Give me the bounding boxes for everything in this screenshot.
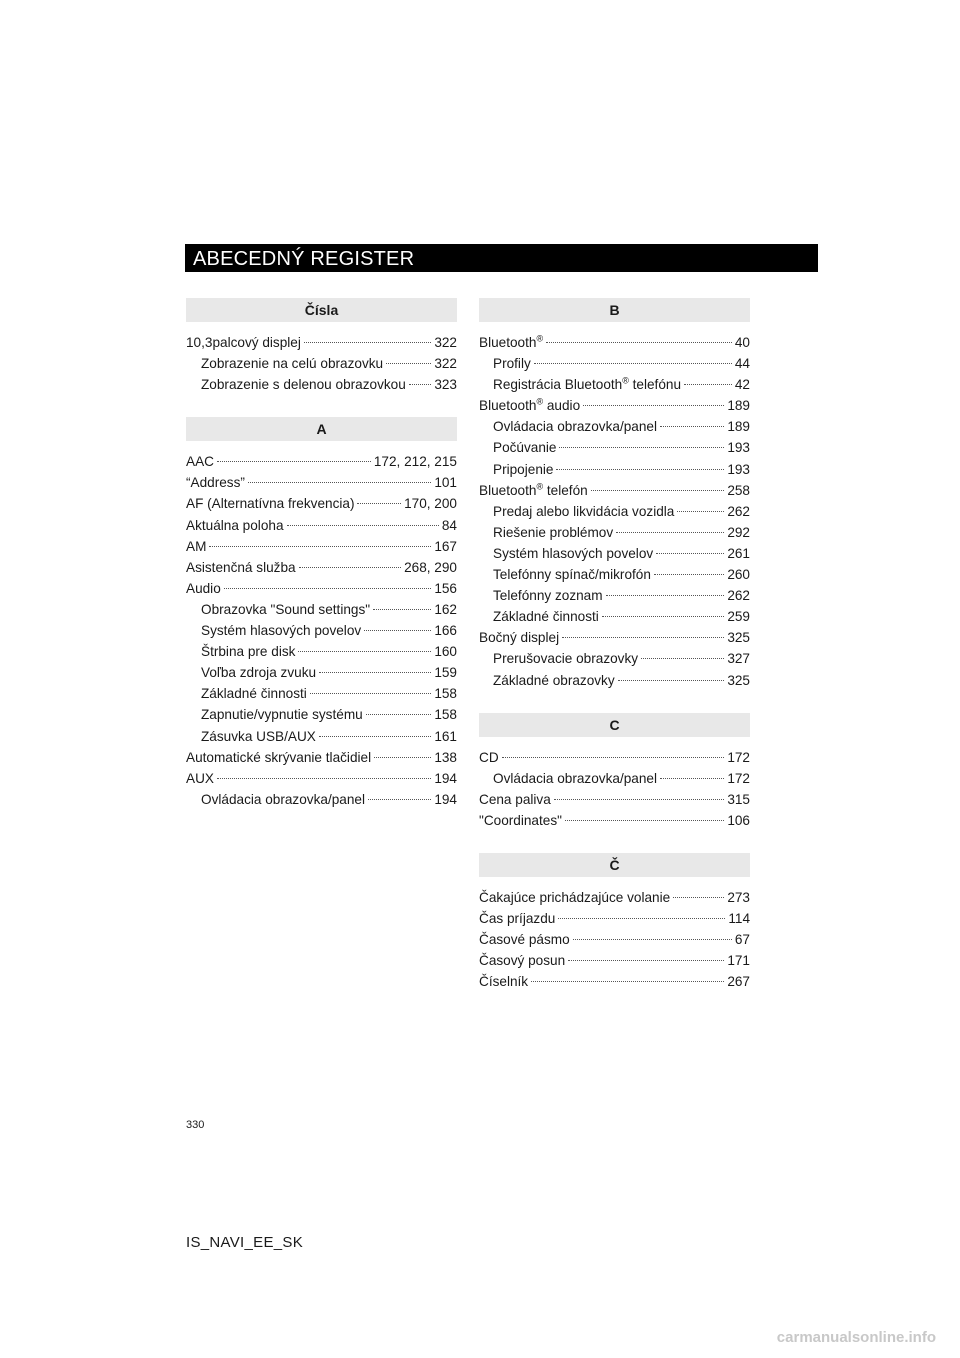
entry-page-ref[interactable]: 189 — [727, 398, 750, 414]
entry-page-ref[interactable]: 44 — [734, 356, 750, 372]
dot-leader — [656, 553, 724, 554]
dot-leader — [534, 363, 732, 364]
entry-term-text: Ovládacia obrazovka/panel — [493, 770, 657, 786]
index-entry[interactable] — [479, 648, 750, 669]
entry-term-text: AAC — [186, 454, 214, 470]
entry-term — [493, 768, 657, 789]
entry-term-text: Ovládacia obrazovka/panel — [201, 791, 365, 807]
entry-term — [479, 908, 555, 929]
index-entry[interactable] — [479, 768, 750, 789]
index-entry[interactable] — [479, 887, 750, 908]
entry-term-suffix: telefónu — [628, 377, 682, 393]
entry-term — [201, 683, 307, 704]
index-entry[interactable] — [186, 726, 457, 747]
entry-page-ref[interactable]: 40 — [734, 335, 750, 350]
index-entry[interactable] — [186, 332, 457, 353]
entry-page-ref[interactable]: 325 — [727, 672, 750, 688]
section-gap — [186, 395, 457, 417]
index-entry[interactable] — [479, 395, 750, 416]
entry-term — [493, 501, 674, 522]
registered-mark: ® — [536, 481, 544, 492]
dot-leader — [357, 503, 401, 504]
section-letter-heading: C — [479, 713, 750, 737]
entry-term-text: Zobrazenie na celú obrazovku — [201, 356, 384, 372]
entry-term-text: Registrácia Bluetooth — [493, 377, 623, 393]
entry-page-ref[interactable]: 260 — [727, 567, 750, 583]
dot-leader — [217, 778, 431, 779]
entry-term — [479, 950, 565, 971]
entry-page-ref[interactable]: 322 — [434, 335, 457, 350]
entry-term-text: Obrazovka "Sound settings" — [201, 601, 371, 617]
dot-leader — [209, 546, 431, 547]
dot-leader — [673, 897, 724, 898]
dot-leader — [373, 609, 431, 610]
section-letter-heading: B — [479, 298, 750, 322]
index-entry[interactable] — [479, 332, 750, 353]
dot-leader — [531, 981, 724, 982]
entry-term — [493, 437, 556, 458]
index-entry[interactable] — [186, 768, 457, 789]
entry-page-ref[interactable]: 171 — [727, 953, 750, 969]
index-entry[interactable] — [186, 451, 457, 472]
registered-mark: ® — [622, 375, 629, 386]
index-entry[interactable] — [186, 789, 457, 810]
index-entry[interactable] — [186, 472, 457, 493]
entry-term — [201, 704, 363, 725]
entry-term — [186, 536, 206, 557]
entry-page-ref[interactable]: 106 — [727, 812, 750, 828]
entry-page-ref[interactable]: 268, 290 — [404, 559, 457, 575]
entry-page-ref[interactable]: 267 — [727, 974, 750, 990]
entry-term — [479, 929, 570, 950]
entry-term-text: Zapnutie/vypnutie systému — [201, 707, 363, 723]
entry-term-text: Číselník — [479, 974, 529, 990]
entry-term-text: Základné činnosti — [493, 609, 599, 625]
entry-page-ref[interactable]: 161 — [434, 728, 457, 744]
dot-leader — [364, 630, 431, 631]
entry-page-ref[interactable]: 261 — [727, 545, 750, 561]
dot-leader — [606, 595, 725, 596]
dot-leader — [616, 532, 724, 533]
entry-term-text: Aktuálna poloha — [186, 517, 284, 533]
index-entry[interactable] — [479, 480, 750, 501]
entry-term-text: Pripojenie — [493, 461, 554, 477]
index-entry[interactable] — [479, 908, 750, 929]
entry-term-text: Cena paliva — [479, 791, 551, 807]
entry-term-text: Časový posun — [479, 953, 566, 969]
entry-term-text: Audio — [186, 580, 221, 596]
entry-term-text: AUX — [186, 770, 214, 786]
entry-term-text: Bočný displej — [479, 630, 560, 646]
dot-leader — [654, 574, 724, 575]
entry-term-text: Asistenčná služba — [186, 559, 296, 575]
dot-leader — [546, 342, 732, 343]
entry-term-text: Profily — [493, 356, 531, 372]
entry-term — [479, 395, 580, 416]
dot-leader — [568, 960, 724, 961]
index-entry[interactable] — [479, 374, 750, 395]
dot-leader — [641, 658, 724, 659]
entry-term — [186, 747, 371, 768]
entry-page-ref[interactable]: 194 — [434, 770, 457, 786]
index-entry[interactable] — [186, 353, 457, 374]
entry-term-text: Predaj alebo likvidácia vozidla — [493, 503, 675, 519]
entry-term — [186, 768, 214, 789]
entry-term — [479, 480, 588, 501]
index-entry[interactable] — [186, 578, 457, 599]
entry-page-ref[interactable]: 114 — [728, 911, 750, 927]
dot-leader — [591, 490, 725, 491]
entry-page-ref[interactable]: 292 — [727, 524, 750, 540]
dot-leader — [374, 757, 431, 758]
entry-term — [493, 374, 681, 395]
entry-term — [186, 515, 284, 536]
dot-leader — [310, 693, 432, 694]
entry-term — [186, 578, 221, 599]
entry-term — [479, 971, 528, 992]
dot-leader — [319, 736, 431, 737]
entry-page-ref[interactable]: 322 — [434, 356, 457, 372]
entry-page-ref[interactable]: 158 — [434, 707, 457, 723]
index-column-left — [186, 298, 457, 810]
entry-term-suffix: audio — [543, 398, 581, 414]
section-letter-heading: Č — [479, 853, 750, 877]
index-entry[interactable] — [479, 670, 750, 691]
index-entry[interactable] — [479, 585, 750, 606]
index-entry[interactable] — [479, 437, 750, 458]
index-entry[interactable] — [479, 929, 750, 950]
index-entry[interactable] — [479, 971, 750, 992]
dot-leader — [677, 511, 724, 512]
dot-leader — [558, 918, 725, 919]
entry-term-text: Telefónny spínač/mikrofón — [493, 567, 651, 583]
dot-leader — [248, 482, 431, 483]
entry-page-ref[interactable]: 67 — [734, 932, 750, 948]
index-entry[interactable] — [479, 459, 750, 480]
entry-term-text: Voľba zdroja zvuku — [201, 665, 317, 681]
index-entry[interactable] — [186, 557, 457, 578]
index-entry[interactable] — [479, 950, 750, 971]
entry-page-ref[interactable]: 166 — [434, 623, 457, 639]
entry-page-ref[interactable]: 162 — [434, 601, 457, 617]
entry-term-text: Ovládacia obrazovka/panel — [493, 419, 657, 435]
entry-page-ref[interactable]: 42 — [734, 377, 750, 393]
entry-page-ref[interactable]: 193 — [727, 440, 750, 456]
entry-term-text: Zásuvka USB/AUX — [201, 728, 316, 744]
entry-term — [201, 599, 370, 620]
entry-page-ref[interactable]: 327 — [727, 651, 750, 667]
dot-leader — [217, 461, 371, 462]
entry-page-ref[interactable]: 172, 212, 215 — [373, 454, 457, 470]
section-letter-heading: Čísla — [186, 298, 457, 322]
entry-page-ref[interactable]: 193 — [727, 461, 750, 477]
entry-term-text: Základné obrazovky — [493, 672, 615, 688]
watermark-text: carmanualsonline.info — [776, 1329, 936, 1346]
index-entry[interactable] — [186, 641, 457, 662]
entry-page-ref[interactable]: 172 — [727, 770, 750, 786]
entry-page-ref[interactable]: 325 — [727, 630, 750, 646]
entry-term — [479, 627, 559, 648]
index-entry[interactable] — [186, 662, 457, 683]
dot-leader — [559, 447, 724, 448]
entry-term-text: Čas príjazdu — [479, 911, 556, 927]
entry-term — [479, 810, 562, 831]
entry-page-ref[interactable]: 101 — [434, 475, 457, 491]
entry-page-ref[interactable]: 170, 200 — [404, 496, 457, 512]
dot-leader — [573, 939, 732, 940]
entry-term — [201, 726, 316, 747]
dot-leader — [366, 714, 432, 715]
dot-leader — [554, 799, 725, 800]
entry-page-ref[interactable]: 84 — [441, 517, 457, 533]
entry-page-ref[interactable]: 273 — [727, 889, 750, 905]
dot-leader — [224, 588, 432, 589]
entry-term-text: “Address” — [186, 475, 245, 491]
entry-term-text: "Coordinates" — [479, 812, 562, 828]
entry-term-text: AM — [186, 538, 207, 554]
entry-term — [479, 789, 551, 810]
entry-term-text: Bluetooth — [479, 398, 537, 414]
dot-leader — [287, 525, 439, 526]
entry-page-ref[interactable]: 189 — [727, 419, 750, 435]
index-entry[interactable] — [479, 501, 750, 522]
entry-term-text: Čakajúce prichádzajúce volanie — [479, 889, 671, 905]
entry-term — [479, 747, 499, 768]
entry-term-text: Telefónny zoznam — [493, 588, 603, 604]
entry-term — [186, 493, 354, 514]
entry-term-text: Automatické skrývanie tlačidiel — [186, 749, 372, 765]
entry-term — [186, 472, 245, 493]
section-gap — [479, 691, 750, 713]
entry-page-ref[interactable]: 172 — [727, 749, 750, 765]
index-entry[interactable] — [479, 522, 750, 543]
dot-leader — [386, 363, 431, 364]
entry-page-ref[interactable]: 160 — [434, 644, 457, 660]
index-header-bar — [185, 244, 818, 272]
entry-term-text: CD — [479, 749, 499, 765]
entry-term — [493, 585, 603, 606]
dot-leader — [618, 680, 725, 681]
index-entry[interactable] — [186, 599, 457, 620]
entry-term-text: Prerušovacie obrazovky — [493, 651, 639, 667]
index-entry[interactable] — [479, 627, 750, 648]
entry-term-text: Štrbina pre disk — [201, 644, 296, 660]
dot-leader — [602, 616, 725, 617]
entry-term-text: Bluetooth — [479, 482, 537, 498]
index-entry[interactable] — [479, 543, 750, 564]
dot-leader — [298, 651, 431, 652]
page-number: 330 — [186, 1119, 205, 1131]
entry-term — [201, 641, 295, 662]
index-entry[interactable] — [186, 493, 457, 514]
entry-term-text: Zobrazenie s delenou obrazovkou — [201, 377, 406, 393]
entry-term-text: Systém hlasových povelov — [201, 623, 362, 639]
entry-term — [493, 353, 531, 374]
entry-term — [479, 887, 670, 908]
index-entry[interactable] — [479, 810, 750, 831]
section-letter-heading: A — [186, 417, 457, 441]
dot-leader — [502, 757, 725, 758]
entry-page-ref[interactable]: 262 — [727, 588, 750, 604]
dot-leader — [304, 342, 431, 343]
index-entry[interactable] — [479, 353, 750, 374]
entry-term — [493, 543, 653, 564]
entry-page-ref[interactable]: 167 — [434, 538, 457, 554]
entry-term-suffix: telefón — [543, 482, 588, 498]
entry-term-text: AF (Alternatívna frekvencia) — [186, 496, 355, 512]
dot-leader — [319, 672, 431, 673]
entry-page-ref[interactable]: 262 — [727, 503, 750, 519]
entry-page-ref[interactable]: 159 — [434, 665, 457, 681]
index-entry[interactable] — [479, 564, 750, 585]
entry-term — [201, 662, 316, 683]
entry-page-ref[interactable]: 156 — [434, 580, 457, 596]
entry-page-ref[interactable]: 323 — [434, 377, 457, 393]
entry-page-ref[interactable]: 138 — [434, 749, 457, 765]
entry-term — [201, 789, 365, 810]
entry-term-text: Časové pásmo — [479, 932, 570, 948]
dot-leader — [299, 567, 402, 568]
entry-term-text: Počúvanie — [493, 440, 557, 456]
dot-leader — [556, 469, 724, 470]
entry-page-ref[interactable]: 315 — [727, 791, 750, 807]
entry-term — [493, 670, 615, 691]
entry-page-ref[interactable]: 258 — [727, 482, 750, 498]
index-entry[interactable] — [186, 620, 457, 641]
entry-term — [186, 451, 214, 472]
entry-term — [493, 564, 651, 585]
dot-leader — [409, 384, 432, 385]
entry-term — [479, 332, 543, 353]
index-entry[interactable] — [479, 416, 750, 437]
entry-term — [493, 459, 553, 480]
dot-leader — [583, 405, 724, 406]
dot-leader — [660, 778, 724, 779]
index-entry[interactable] — [186, 536, 457, 557]
entry-term — [493, 648, 638, 669]
registered-mark: ® — [536, 333, 544, 344]
entry-term-text: Bluetooth — [479, 335, 537, 350]
entry-term — [186, 332, 301, 353]
entry-term — [493, 522, 613, 543]
entry-term — [201, 374, 406, 395]
entry-term — [493, 416, 657, 437]
index-title: ABECEDNÝ REGISTER — [193, 248, 415, 270]
entry-page-ref[interactable]: 194 — [434, 791, 457, 807]
entry-term — [201, 353, 383, 374]
dot-leader — [660, 426, 724, 427]
dot-leader — [368, 799, 431, 800]
index-entry[interactable] — [479, 606, 750, 627]
entry-term-text: Systém hlasových povelov — [493, 545, 654, 561]
index-entry[interactable] — [186, 704, 457, 725]
entry-term-text: Základné činnosti — [201, 686, 307, 702]
entry-term — [186, 557, 296, 578]
entry-term-text: 10,3palcový displej — [186, 335, 301, 350]
index-entry[interactable] — [186, 747, 457, 768]
index-entry[interactable] — [186, 374, 457, 395]
entry-page-ref[interactable]: 158 — [434, 686, 457, 702]
dot-leader — [562, 637, 724, 638]
dot-leader — [684, 384, 732, 385]
index-entry[interactable] — [186, 683, 457, 704]
entry-term — [493, 606, 599, 627]
index-column-right — [479, 298, 750, 992]
index-entry[interactable] — [186, 515, 457, 536]
entry-term — [201, 620, 361, 641]
registered-mark: ® — [536, 396, 544, 407]
document-code: IS_NAVI_EE_SK — [186, 1234, 304, 1251]
index-entry[interactable] — [479, 789, 750, 810]
entry-term-text: Riešenie problémov — [493, 524, 614, 540]
entry-page-ref[interactable]: 259 — [727, 609, 750, 625]
dot-leader — [565, 820, 724, 821]
index-entry[interactable] — [479, 747, 750, 768]
section-gap — [479, 831, 750, 853]
